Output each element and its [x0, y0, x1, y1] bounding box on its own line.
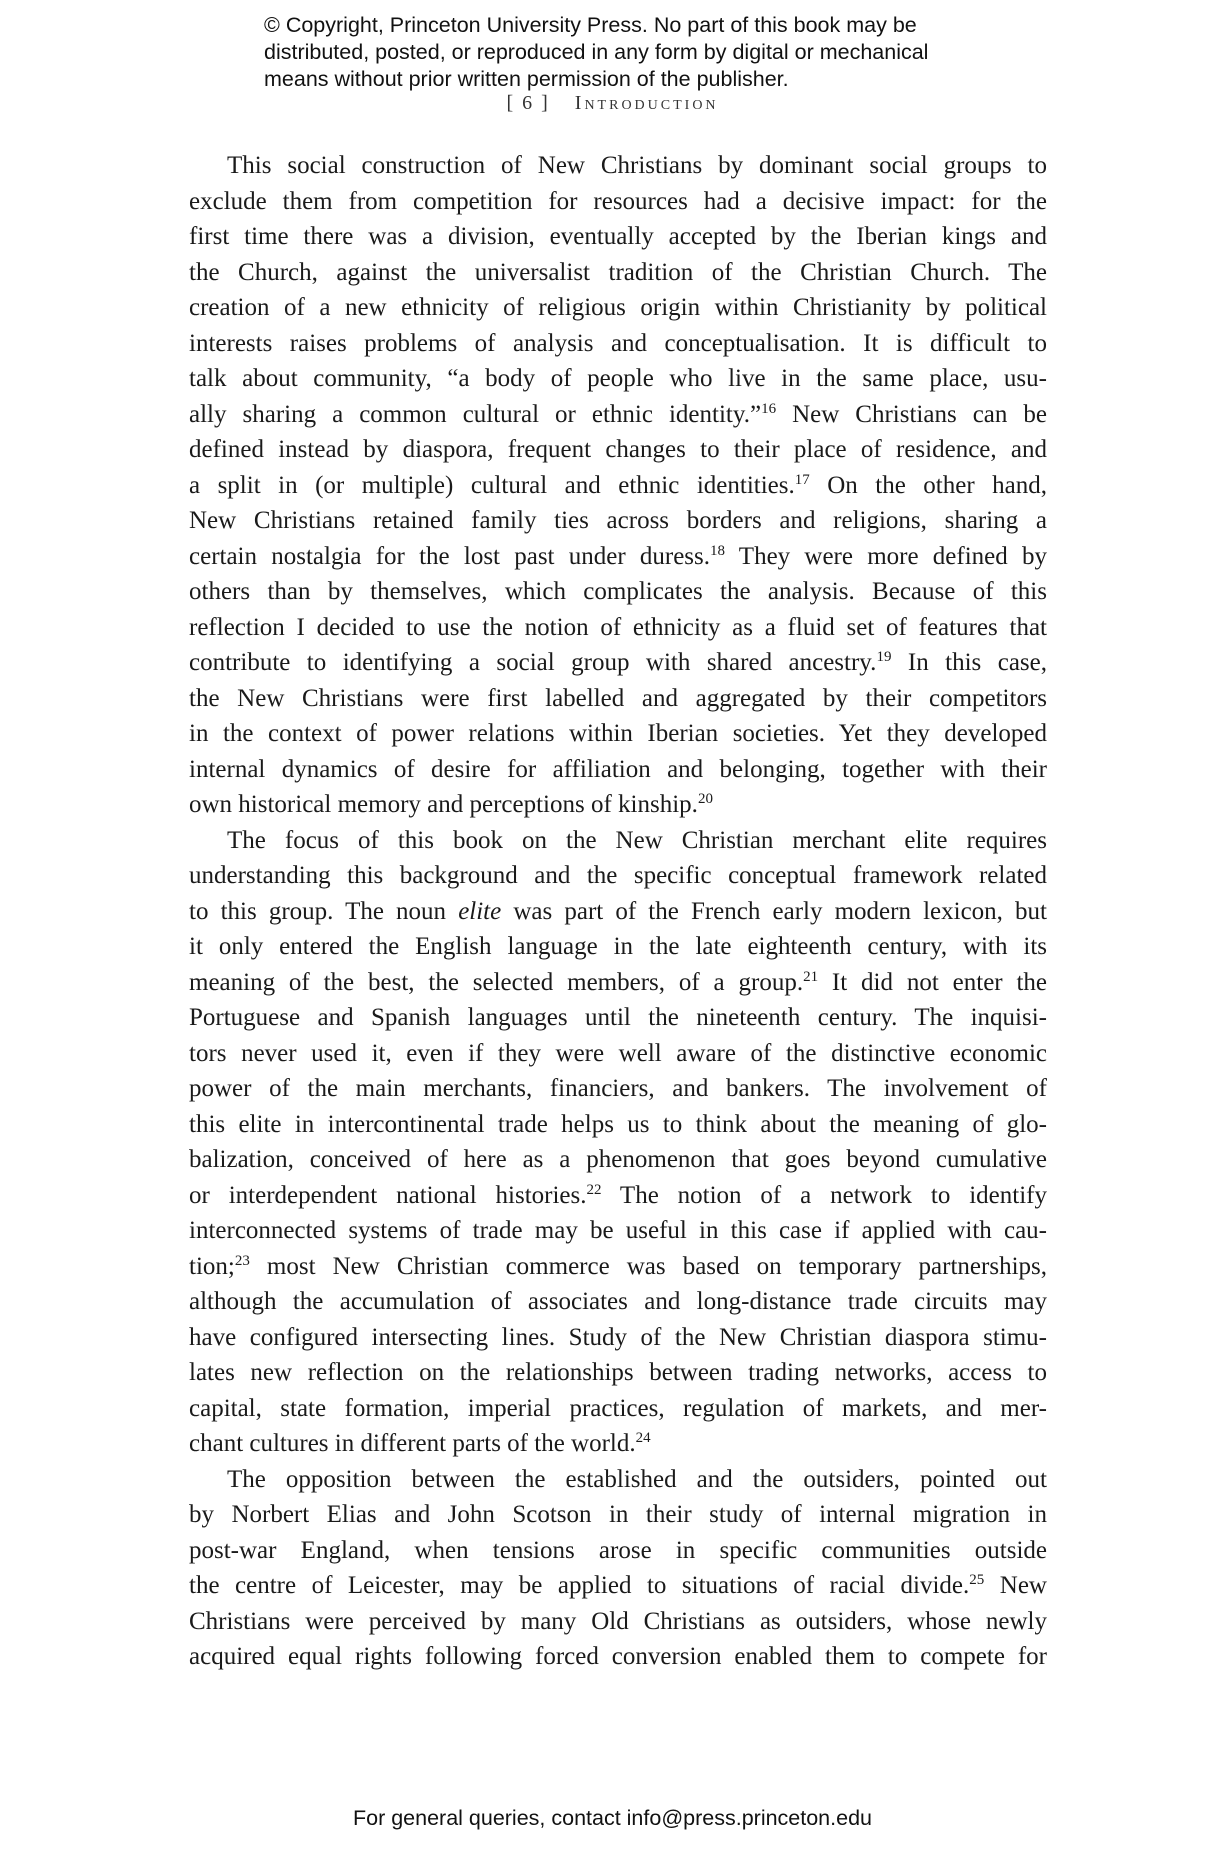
line-text: this elite in intercontinental trade helps us to think about the meaning of glo- — [189, 1110, 1047, 1138]
body-line — [189, 1284, 1047, 1320]
body-line — [189, 397, 1047, 433]
body-text — [189, 148, 1047, 1675]
body-line — [189, 823, 1047, 859]
body-line — [189, 1462, 1047, 1498]
footnote-ref[interactable]: 16 — [761, 400, 777, 417]
line-text: was part of the French early modern lexicon, but — [501, 897, 1047, 925]
line-text: chant cultures in different parts of the world. — [189, 1430, 636, 1457]
body-line — [189, 184, 1047, 220]
line-text: New Christians retained family ties across borders and religions, sharing a — [189, 507, 1047, 534]
body-line — [189, 858, 1047, 894]
body-line — [189, 290, 1047, 326]
line-text: The notion of a network to identify — [601, 1181, 1047, 1209]
line-text: tors never used it, even if they were well aware of the distinctive economic — [189, 1039, 1047, 1067]
body-line — [189, 1426, 1047, 1462]
body-line — [189, 468, 1047, 504]
line-text: contribute to identifying a social group with shared ancestry. — [189, 649, 877, 676]
line-text: the Church, against the universalist tradition of the Christian Church. The — [189, 258, 1047, 286]
body-line — [189, 574, 1047, 610]
line-text: Christians were perceived by many Old Christians as outsiders, whose newly — [189, 1607, 1047, 1635]
line-text: They were more defined by — [725, 542, 1047, 570]
footnote-ref[interactable]: 22 — [586, 1181, 602, 1198]
line-text: the centre of Leicester, may be applied to situations of racial divide. — [189, 1572, 970, 1599]
body-line — [189, 1604, 1047, 1640]
line-text: first time there was a division, eventually accepted by the Iberian kings and — [189, 223, 1047, 250]
line-text: others than by themselves, which complicates the analysis. Because of this — [189, 578, 1047, 605]
line-text: understanding this background and the specific conceptual framework related — [189, 862, 1047, 889]
chapter-title: Introduction — [574, 92, 719, 114]
body-line — [189, 1036, 1047, 1072]
line-text: the New Christians were first labelled and aggregated by their competitors — [189, 684, 1047, 712]
italic-term: elite — [458, 897, 502, 925]
line-text: ally sharing a common cultural or ethnic identity.” — [189, 400, 762, 428]
body-line — [189, 1355, 1047, 1391]
body-line — [189, 752, 1047, 788]
copyright-line: distributed, posted, or reproduced in any form by digital or mechanical — [264, 40, 929, 64]
body-line — [189, 219, 1047, 255]
line-text: creation of a new ethnicity of religious origin within Christianity by political — [189, 294, 1047, 321]
footnote-ref[interactable]: 25 — [969, 1572, 985, 1588]
line-text: tion; — [189, 1252, 235, 1280]
line-text: have configured intersecting lines. Study of the New Christian diaspora stimu- — [189, 1323, 1047, 1351]
line-text: balization, conceived of here as a phenomenon that goes beyond cumulative — [189, 1146, 1047, 1173]
body-line — [189, 787, 1047, 823]
body-line — [189, 681, 1047, 717]
line-text: Portuguese and Spanish languages until the nineteenth century. The inquisi- — [189, 1004, 1047, 1031]
body-line — [189, 1213, 1047, 1249]
line-text: defined instead by diaspora, frequent changes to their place of residence, and — [189, 436, 1047, 463]
body-line — [189, 929, 1047, 965]
body-line — [189, 1533, 1047, 1569]
body-line — [189, 326, 1047, 362]
body-line — [189, 1568, 1047, 1604]
body-line — [189, 1107, 1047, 1143]
body-line — [189, 503, 1047, 539]
footnote-ref[interactable]: 23 — [234, 1252, 250, 1269]
body-line — [189, 645, 1047, 681]
running-head — [0, 92, 1225, 115]
line-text: In this case, — [891, 649, 1047, 676]
line-text: talk about community, “a body of people who live in the same place, usu- — [189, 365, 1047, 392]
footnote-ref[interactable]: 20 — [697, 791, 713, 807]
line-text: exclude them from competition for resources had a decisive impact: for the — [189, 187, 1047, 215]
line-text: New Christians can be — [776, 400, 1047, 428]
line-text: certain nostalgia for the lost past under duress. — [189, 542, 711, 570]
body-line — [189, 1320, 1047, 1356]
line-text: acquired equal rights following forced conversion enabled them to compete for — [189, 1643, 1047, 1670]
line-text: New — [984, 1572, 1047, 1599]
body-line — [189, 148, 1047, 184]
footnote-ref[interactable]: 18 — [710, 542, 726, 559]
body-line — [189, 965, 1047, 1001]
line-text: in the context of power relations within Iberian societies. Yet they developed — [189, 720, 1047, 747]
line-text: by Norbert Elias and John Scotson in their study of internal migration in — [189, 1501, 1047, 1528]
line-text: to this group. The noun — [189, 897, 459, 925]
body-line — [189, 1142, 1047, 1178]
line-text: it only entered the English language in the late eighteenth century, with its — [189, 933, 1047, 960]
line-text: a split in (or multiple) cultural and ethnic identities. — [189, 471, 795, 499]
body-line — [189, 255, 1047, 291]
body-line — [189, 1497, 1047, 1533]
line-text: The focus of this book on the New Christian merchant elite requires — [227, 826, 1047, 854]
footnote-ref[interactable]: 24 — [635, 1430, 651, 1446]
body-line — [189, 1249, 1047, 1285]
line-text: interconnected systems of trade may be useful in this case if applied with cau- — [189, 1217, 1047, 1244]
line-text: capital, state formation, imperial practices, regulation of markets, and mer- — [189, 1394, 1047, 1422]
line-text: reflection I decided to use the notion of ethnicity as a fluid set of features that — [189, 613, 1047, 641]
line-text: most New Christian commerce was based on temporary partnerships, — [249, 1252, 1047, 1280]
line-text: post-war England, when tensions arose in specific communities outside — [189, 1536, 1047, 1564]
body-line — [189, 361, 1047, 397]
body-line — [189, 432, 1047, 468]
line-text: The opposition between the established and the outsiders, pointed out — [227, 1465, 1047, 1493]
line-text: This social construction of New Christians by dominant social groups to — [227, 152, 1047, 179]
page-number: [ 6 ] — [506, 92, 550, 114]
line-text: or interdependent national histories. — [189, 1181, 587, 1209]
body-line — [189, 539, 1047, 575]
line-text: although the accumulation of associates and long-distance trade circuits may — [189, 1288, 1047, 1315]
footnote-ref[interactable]: 21 — [803, 968, 819, 985]
line-text: meaning of the best, the selected members, of a group. — [189, 968, 804, 996]
line-text: It did not enter the — [818, 968, 1048, 996]
body-line — [189, 1178, 1047, 1214]
copyright-line: means without prior written permission of the publisher. — [264, 67, 789, 91]
footnote-ref[interactable]: 19 — [876, 649, 892, 665]
body-line — [189, 610, 1047, 646]
body-line — [189, 716, 1047, 752]
footnote-ref[interactable]: 17 — [794, 471, 810, 488]
body-line — [189, 1071, 1047, 1107]
line-text: interests raises problems of analysis and conceptualisation. It is difficult to — [189, 329, 1047, 357]
line-text: internal dynamics of desire for affiliation and belonging, together with their — [189, 755, 1047, 783]
line-text: own historical memory and perceptions of kinship. — [189, 791, 698, 818]
copyright-notice — [264, 12, 1024, 93]
footer-contact: For general queries, contact info@press.princeton.edu — [352, 1806, 872, 1830]
line-text: lates new reflection on the relationships between trading networks, access to — [189, 1359, 1047, 1386]
body-line — [189, 1391, 1047, 1427]
line-text: power of the main merchants, financiers, and bankers. The involvement of — [189, 1075, 1047, 1102]
body-line — [189, 1000, 1047, 1036]
copyright-line: © Copyright, Princeton University Press. No part of this book may be — [264, 13, 917, 37]
body-line — [189, 1639, 1047, 1675]
body-line — [189, 894, 1047, 930]
line-text: On the other hand, — [809, 471, 1047, 499]
